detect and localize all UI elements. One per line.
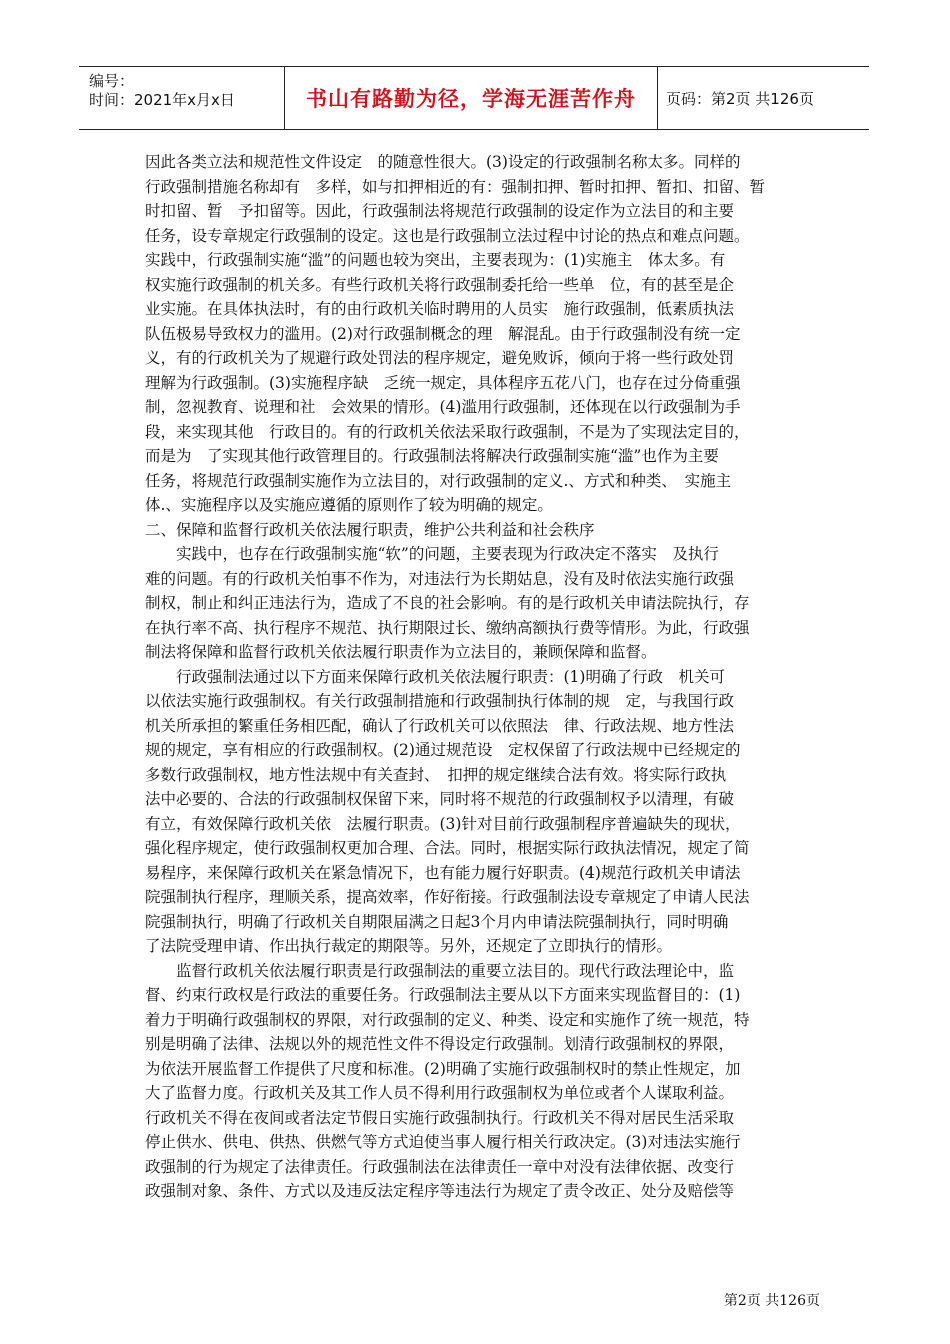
page-header — [79, 66, 869, 130]
body-text-line: 易程序，来保障行政机关在紧急情况下，也有能力履行好职责。(4)规范行政机关申请法 — [145, 863, 741, 882]
body-text-line: 实践中，行政强制实施“滥”的问题也较为突出，主要表现为：(1)实施主 体太多。有 — [145, 251, 726, 269]
body-text-line: 业实施。在具体执法时，有的由行政机关临时聘用的人员实 施行政强制，低素质执法 — [145, 300, 735, 318]
body-text-line: 行政机关不得在夜间或者法定节假日实施行政强制执行。行政机关不得对居民生活采取 — [145, 1108, 735, 1127]
body-text-line: 为依法开展监督工作提供了尺度和标准。(2)明确了实施行政强制权时的禁止性规定，加 — [145, 1059, 741, 1078]
body-text-line: 监督行政机关依法履行职责是行政强制法的重要立法目的。现代行政法理论中，监 — [176, 961, 735, 980]
body-text-line: 权实施行政强制的机关多。有些行政机关将行政强制委托给一些单 位，有的甚至是企 — [145, 275, 735, 294]
body-text-line: 有立，有效保障行政机关依 法履行职责。(3)针对目前行政强制程序普遍缺失的现状， — [145, 814, 741, 833]
body-text-line: 行政强制法通过以下方面来保障行政机关依法履行职责：(1)明确了行政 机关可 — [176, 667, 725, 686]
header-info — [79, 67, 284, 129]
body-text-line: 制权，制止和纠正违法行为，造成了不良的社会影响。有的是行政机关申请法院执行，存 — [145, 594, 750, 612]
body-text-line: 院强制执行，明确了行政机关自期限届满之日起3个月内申请法院强制执行，同时明确 — [145, 912, 729, 931]
body-text-line: 队伍极易导致权力的滥用。(2)对行政强制概念的理 解混乱。由于行政强制没有统一定 — [145, 324, 741, 343]
body-text-line: 着力于明确行政强制权的界限，对行政强制的定义、种类、设定和实施作了统一规范，特 — [145, 1010, 750, 1029]
body-text-line: 因此各类立法和规范性文件设定 的随意性很大。(3)设定的行政强制名称太多。同样的 — [145, 153, 741, 171]
body-text-line: 多数行政强制权，地方性法规中有关查封、 扣押的规定继续合法有效。将实际行政执 — [145, 765, 727, 784]
body-text-line: 政强制的行为规定了法律责任。行政强制法在法律责任一章中对没有法律依据、改变行 — [145, 1157, 735, 1176]
body-text-line: 大了监督力度。行政机关及其工作人员不得利用行政强制权为单位或者个人谋取利益。 — [145, 1084, 735, 1102]
body-text-line: 任务，将规范行政强制实施作为立法目的，对行政强制的定义.、方式和种类、 实施主 — [145, 471, 732, 490]
body-text-line: 段，来实现其他 行政目的。有的行政机关依法采取行政强制，不是为了实现法定目的， — [145, 422, 750, 441]
header-page-number: 页码：第2页 共126页 — [666, 89, 814, 108]
body-text-line: 行政强制措施名称却有 多样，如与扣押相近的有：强制扣押、暂时扣押、暂扣、扣留、暂 — [145, 177, 766, 196]
body-text-line: 难的问题。有的行政机关怕事不作为，对违法行为长期姑息，没有及时依法实施行政强 — [145, 569, 735, 588]
body-text-line: 义，有的行政机关为了规避行政处罚法的程序规定，避免败诉，倾向于将一些行政处罚 — [145, 349, 735, 367]
body-text-line: 二、保障和监督行政机关依法履行职责，维护公共利益和社会秩序 — [145, 520, 595, 539]
body-text-line: 时扣留、暂 予扣留等。因此，行政强制法将规范行政强制的设定作为立法目的和主要 — [145, 202, 735, 220]
body-text-line: 了法院受理申请、作出执行裁定的期限等。另外，还规定了立即执行的情形。 — [145, 937, 673, 955]
body-text-line: 以依法实施行政强制权。有关行政强制措施和行政强制执行体制的规 定，与我国行政 — [145, 692, 735, 710]
body-text-line: 强化程序规定，使行政强制权更加合理、合法。同时，根据实际行政执法情况，规定了简 — [145, 839, 750, 857]
body-text-line: 法中必要的、合法的行政强制权保留下来，同时将不规范的行政强制权予以清理，有破 — [145, 790, 735, 808]
body-text-line: 制，忽视教育、说理和社 会效果的情形。(4)滥用行政强制，还体现在以行政强制为手 — [145, 398, 741, 416]
body-text-line: 理解为行政强制。(3)实施程序缺 乏统一规定，具体程序五花八门，也存在过分倚重强 — [145, 373, 741, 392]
header-motto: 书山有路勤为径，学海无涯苦作舟 — [284, 67, 658, 129]
body-text-line: 在执行率不高、执行程序不规范、执行期限过长、缴纳高额执行费等情形。为此，行政强 — [145, 618, 750, 637]
body-text-line: 制法将保障和监督行政机关依法履行职责作为立法目的，兼顾保障和监督。 — [145, 643, 657, 661]
body-text-line: 实践中，也存在行政强制实施“软”的问题，主要表现为行政决定不落实 及执行 — [176, 545, 719, 563]
document-body — [145, 150, 817, 1204]
body-text-line: 机关所承担的繁重任务相匹配，确认了行政机关可以依照法 律、行政法规、地方性法 — [145, 716, 735, 735]
body-text-line: 政强制对象、条件、方式以及违反法定程序等违法行为规定了责令改正、处分及赔偿等 — [145, 1182, 735, 1200]
document-date-label: 时间：2021年x月x日 — [89, 91, 235, 109]
body-text-line: 规的规定，享有相应的行政强制权。(2)通过规范设 定权保留了行政法规中已经规定的 — [145, 741, 741, 759]
body-text-line: 任务，设专章规定行政强制的设定。这也是行政强制立法过程中讨论的热点和难点问题。 — [145, 226, 750, 245]
body-text-line: 体.、实施程序以及实施应遵循的原则作了较为明确的规定。 — [145, 496, 553, 514]
document-number-label: 编号： — [89, 72, 135, 90]
body-text-line: 而是为 了实现其他行政管理目的。行政强制法将解决行政强制实施“滥”也作为主要 — [145, 447, 719, 465]
body-text-line: 停止供水、供电、供热、供燃气等方式迫使当事人履行相关行政决定。(3)对违法实施行 — [145, 1133, 741, 1151]
body-text-line: 督、约束行政权是行政法的重要任务。行政强制法主要从以下方面来实现监督目的：(1) — [145, 986, 741, 1004]
body-text-line: 院强制执行程序，理顺关系，提高效率，作好衔接。行政强制法设专章规定了申请人民法 — [145, 888, 750, 906]
page-footer: 第2页 共126页 — [723, 1293, 820, 1309]
body-text-line: 别是明确了法律、法规以外的规范性文件不得设定行政强制。划清行政强制权的界限， — [145, 1035, 735, 1053]
